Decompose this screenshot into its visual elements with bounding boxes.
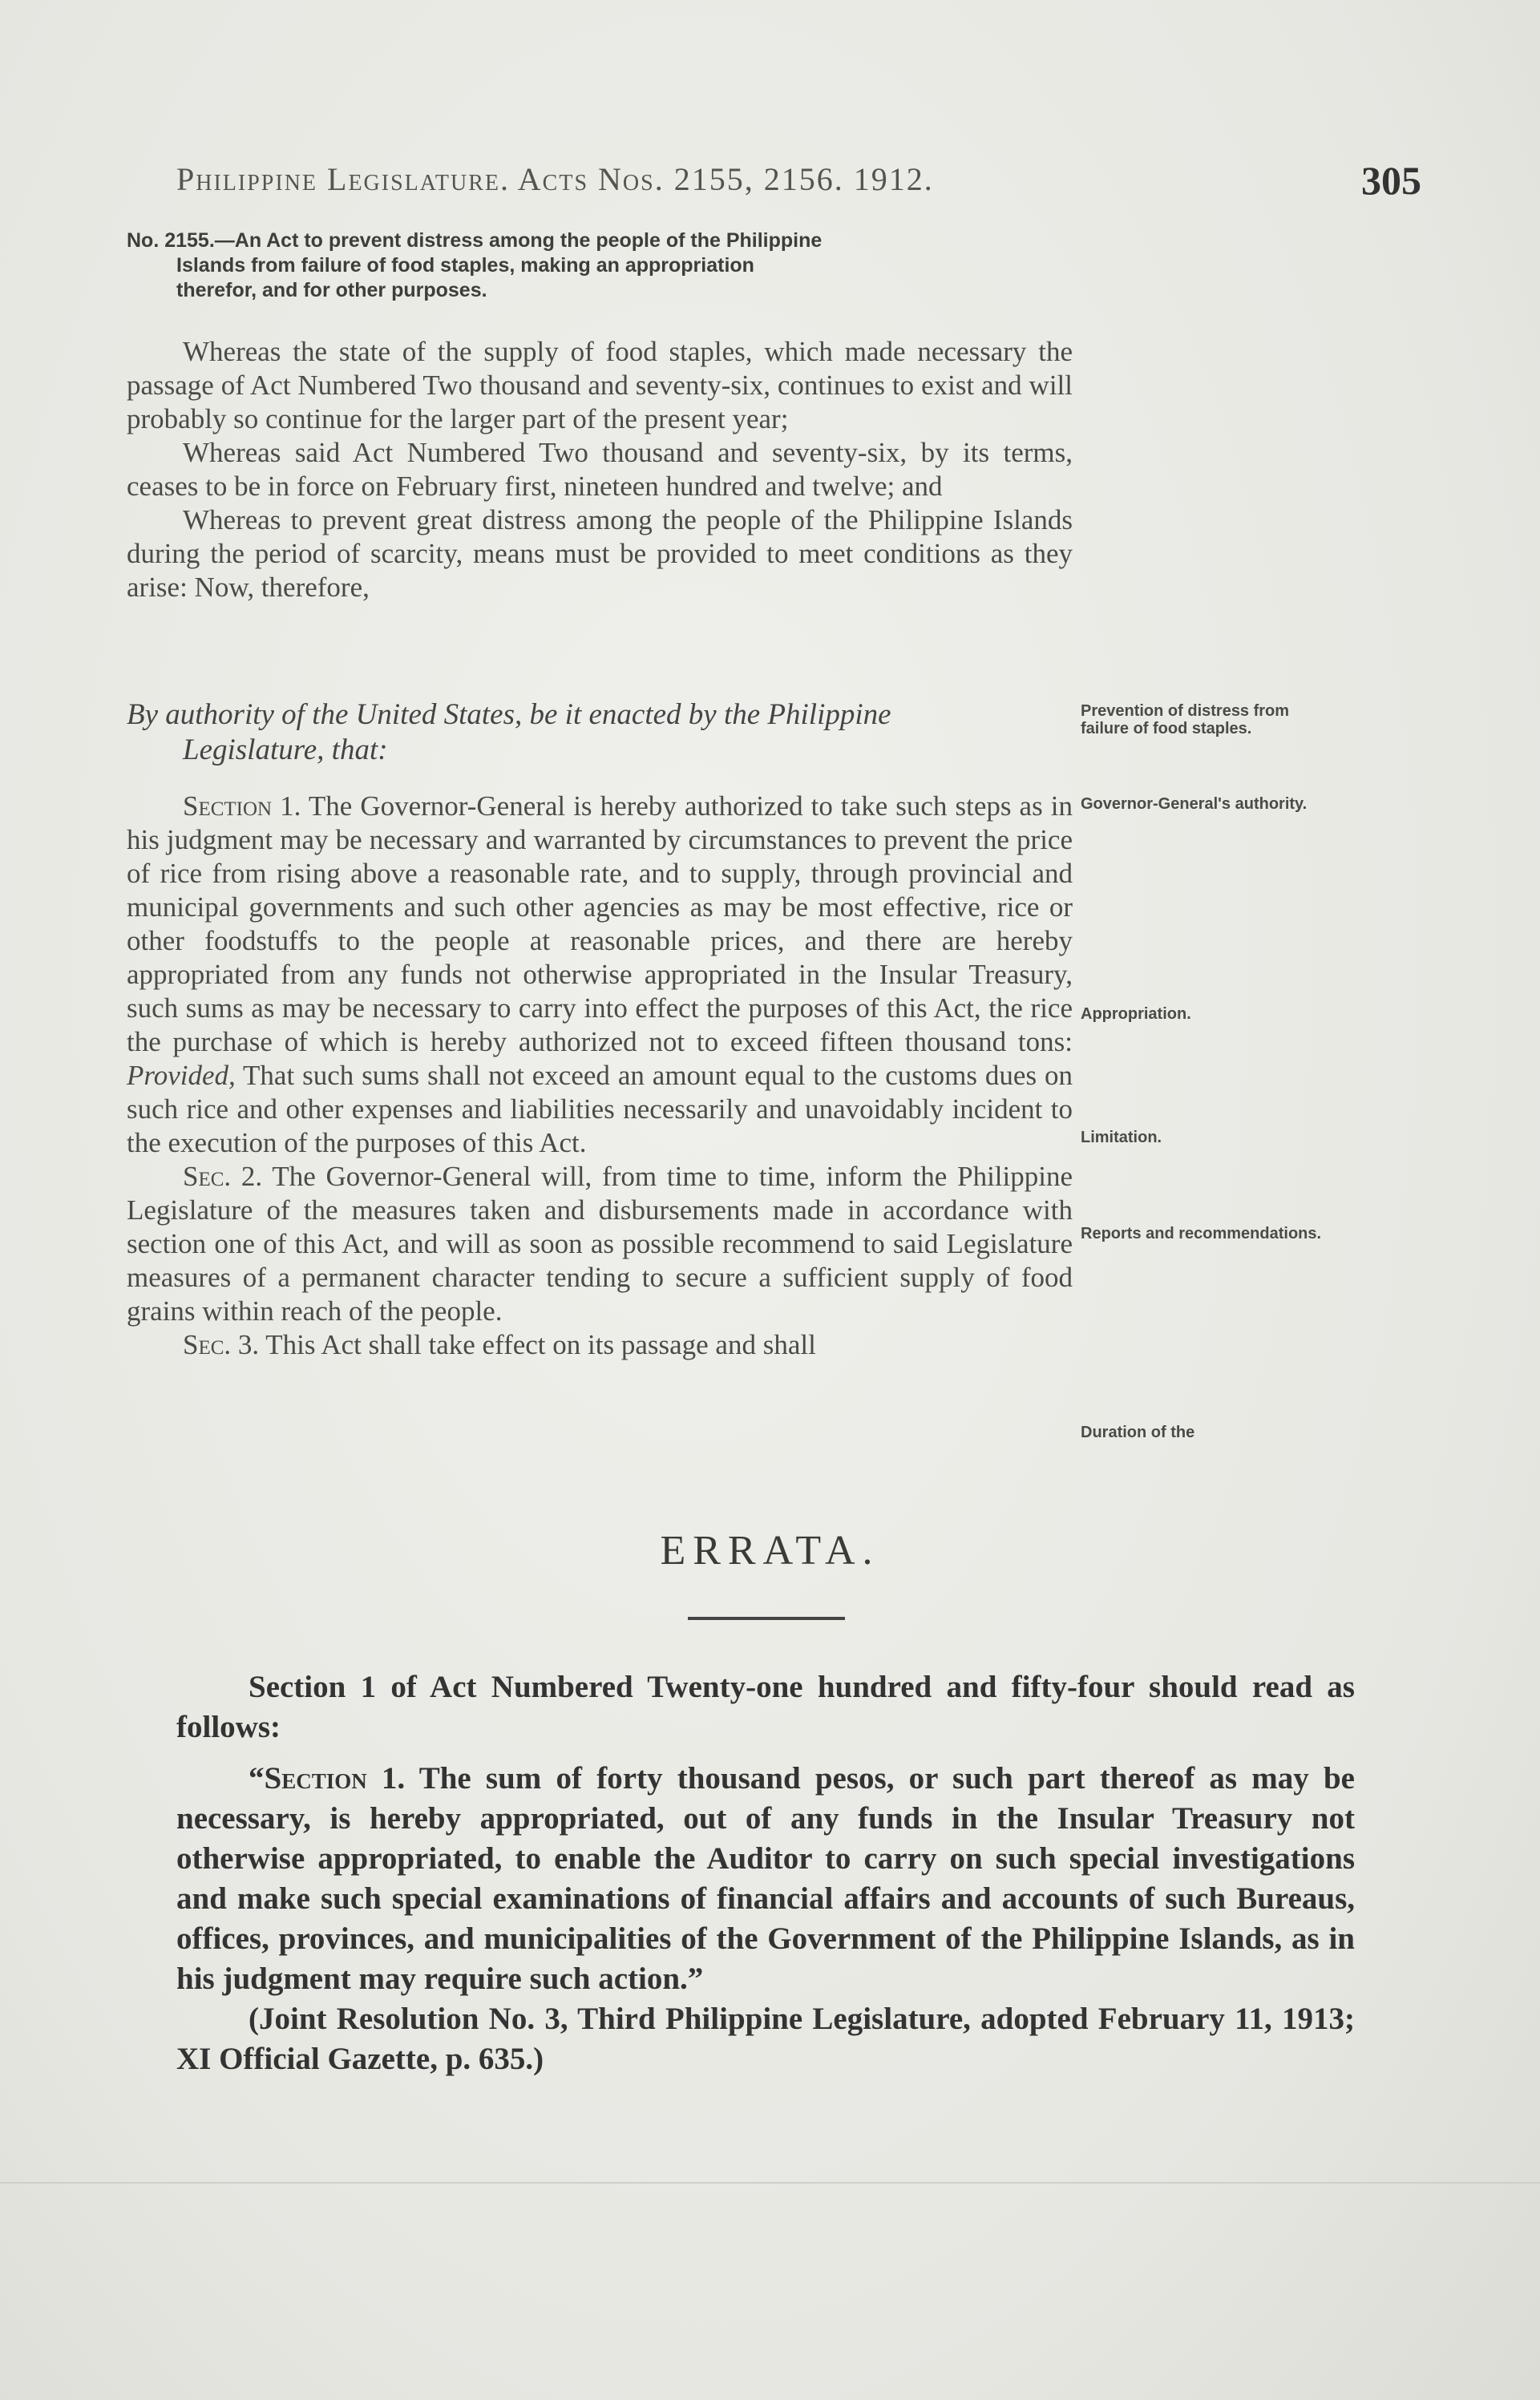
- whereas-paragraph: Whereas the state of the supply of food staples, which made necessary the passage of Act Numbered Two thousand and seventy-six, continues to exist and will probably so continue for the larger part of the present year;: [127, 336, 1073, 434]
- enact-line-1: By authority of the United States, be it enacted by the Philippine: [127, 698, 891, 731]
- errata-citation: (Joint Resolution No. 3, Third Philippine Legislature, adopted February 11, 1913; XI Official Gazette, p. 635.): [176, 2002, 1355, 2076]
- margin-note-prevention: Prevention of distress from failure of food staples.: [1081, 702, 1290, 737]
- act-title-line-1: —An Act to prevent distress among the people of the Philippine: [214, 229, 823, 252]
- section-1: [127, 790, 1073, 1160]
- section-2-label: Sec. 2.: [183, 1161, 263, 1192]
- section-3: [127, 1328, 1073, 1362]
- section-1-text-a: The Governor-General is hereby authorized to take such steps as in his judgment may be necessary and warranted by circumstances to prevent the price of rice from rising above a reasonable rate, and to supply, through provincial and municipal governments and such other agencies as may be most effective, rice or other foodstuffs to the people at reasonable prices, and there are hereby appropriated from any funds not otherwise appropriated in the Insular Treasury, such sums as may be necessary to carry into effect the purposes of this Act, the rice the purchase of which is hereby authorized not to exceed fifteen thousand tons:: [127, 790, 1073, 1057]
- enacting-clause: [127, 697, 1073, 768]
- margin-note-limitation: Limitation.: [1081, 1129, 1162, 1146]
- act-number: No. 2155.: [127, 229, 215, 252]
- margin-note-duration: Duration of the: [1081, 1424, 1195, 1441]
- divider: [688, 1617, 845, 1620]
- act-title-line-3: therefor, and for other purposes.: [176, 279, 487, 301]
- provided-word: Provided,: [127, 1060, 236, 1091]
- errata-quote-text: The sum of forty thousand pesos, or such part thereof as may be necessary, is hereby appropriated, out of any funds in the Insular Treasury not otherwise appropriated, to enable the Auditor to carry on such special investigations and make such special examinations of financial affairs and accounts of such Bureaus, offices, provinces, and municipalities of the Government of the Philippine Islands, as in his judgment may require such action.”: [176, 1761, 1355, 1996]
- section-2: [127, 1160, 1073, 1328]
- section-3-label: Sec. 3.: [183, 1329, 260, 1360]
- page-edge-line: [0, 2182, 1540, 2184]
- errata-title: ERRATA.: [660, 1528, 880, 1574]
- margin-note-appropriation: Appropriation.: [1081, 1005, 1191, 1023]
- errata-body: [176, 1667, 1355, 2079]
- section-3-text: This Act shall take effect on its passage and shall: [259, 1329, 816, 1360]
- margin-note-authority: Governor-General's authority.: [1081, 795, 1308, 813]
- errata-intro: Section 1 of Act Numbered Twenty-one hundred and fifty-four should read as follows:: [176, 1670, 1355, 1744]
- act-title: [127, 228, 1073, 303]
- margin-note-reports: Reports and recommendations.: [1081, 1225, 1322, 1242]
- errata-quote-label: “Section 1.: [249, 1761, 406, 1796]
- errata-quote: [176, 1759, 1355, 1999]
- page-number: 305: [1361, 158, 1421, 203]
- sections: [127, 790, 1073, 1362]
- act-title-line-2: Islands from failure of food staples, making an appropriation: [176, 254, 754, 277]
- preamble: [127, 335, 1073, 604]
- section-2-text: The Governor-General will, from time to time, inform the Philippine Legislature of the measures taken and disbursements made in accordance with section one of this Act, and will as soon as possible recommend to said Legislature measures of a permanent character tending to secure a sufficient supply of food grains within reach of the people.: [127, 1161, 1073, 1327]
- whereas-paragraph: Whereas said Act Numbered Two thousand and seventy-six, by its terms, ceases to be in force on February first, nineteen hundred and twelve; and: [127, 437, 1073, 502]
- whereas-paragraph: Whereas to prevent great distress among the people of the Philippine Islands during the period of scarcity, means must be provided to meet conditions as they arise: Now, therefore,: [127, 504, 1073, 603]
- section-1-label: Section 1.: [183, 790, 301, 822]
- running-header: Philippine Legislature. Acts Nos. 2155, 2156. 1912.: [176, 161, 934, 197]
- enact-line-2: Legislature, that:: [183, 733, 388, 766]
- section-1-text-b: That such sums shall not exceed an amount equal to the customs dues on such rice and other expenses and liabilities necessarily and unavoidably incident to the execution of the purposes of this Act.: [127, 1060, 1073, 1158]
